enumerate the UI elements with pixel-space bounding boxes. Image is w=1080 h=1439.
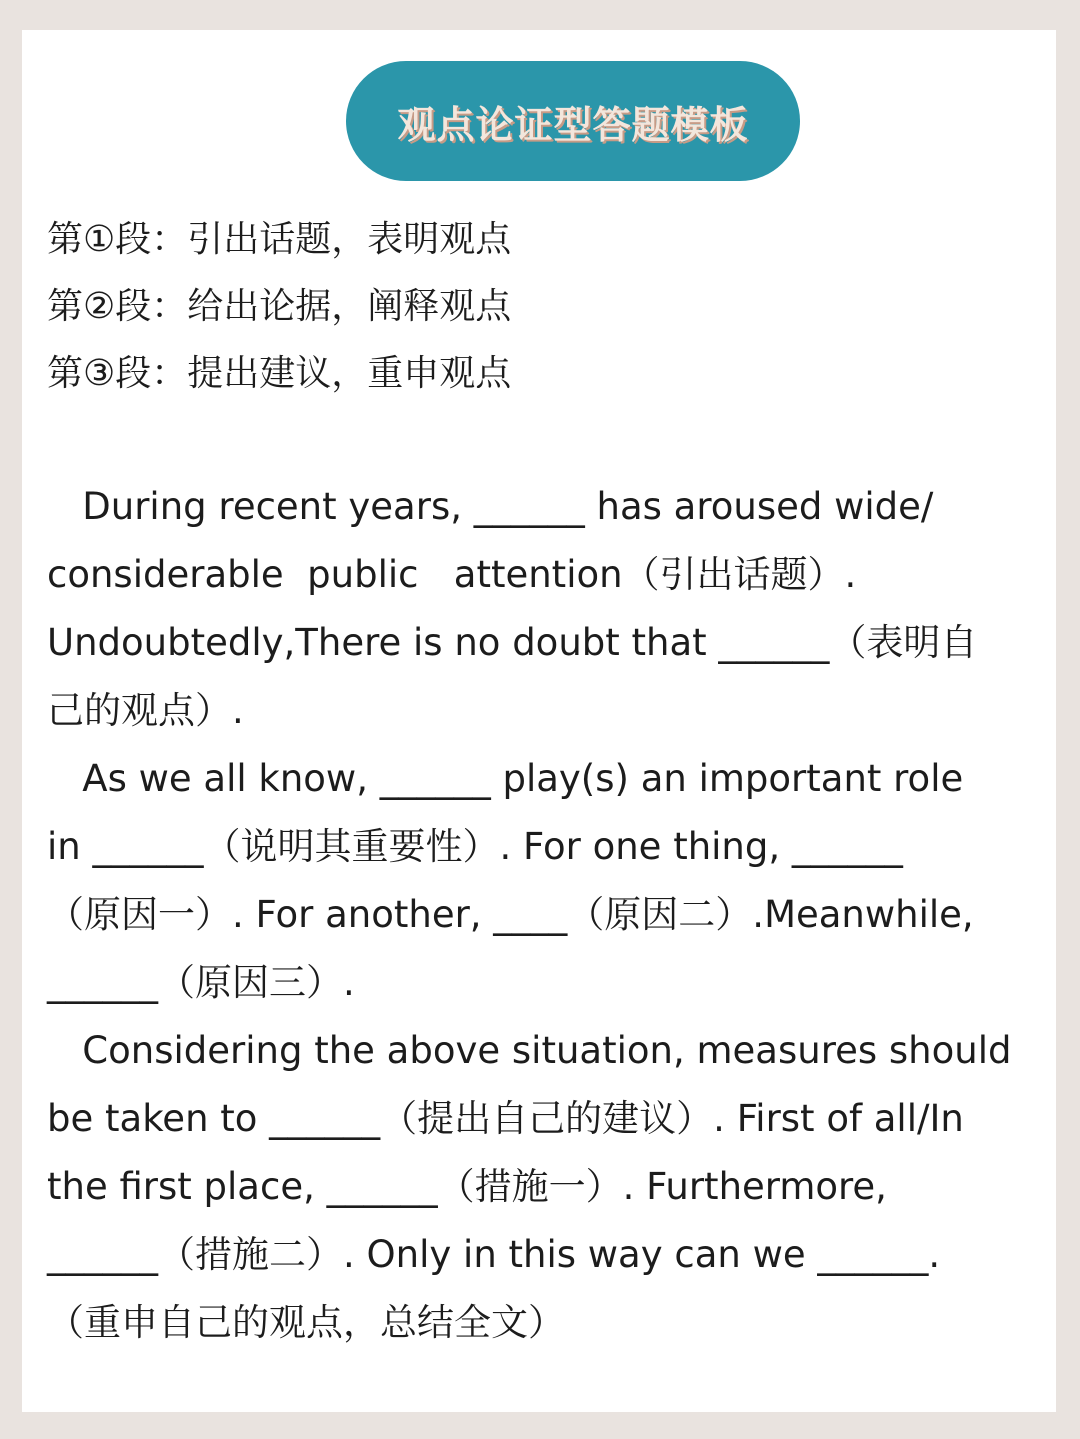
- template-line: the first place, ______（措施一）. Furthermore,: [47, 1165, 887, 1208]
- template-line: Undoubtedly,There is no doubt that ______（表明自: [47, 621, 978, 664]
- outline-item-3: 第③段：提出建议，重申观点: [47, 353, 512, 394]
- template-line: During recent years, ______ has aroused wide/: [47, 485, 934, 528]
- outline-item-2: 第②段：给出论据，阐释观点: [47, 286, 512, 327]
- page-title: 观点论证型答题模板: [397, 102, 749, 147]
- template-line: ______（措施二）. Only in this way can we ______.: [47, 1233, 941, 1276]
- template-line: be taken to ______（提出自己的建议）. First of all/In: [47, 1097, 964, 1140]
- title-badge: [346, 61, 800, 181]
- template-line: ______（原因三）.: [47, 961, 355, 1004]
- outline-item-1: 第①段：引出话题，表明观点: [47, 219, 512, 260]
- template-line: Considering the above situation, measures should: [47, 1029, 1012, 1072]
- paragraph-outline: [47, 206, 511, 407]
- template-line: As we all know, ______ play(s) an important role: [47, 757, 964, 800]
- template-line: 己的观点）.: [47, 689, 244, 732]
- template-line: （原因一）. For another, ____（原因二）.Meanwhile,: [47, 893, 974, 936]
- template-line: in ______（说明其重要性）. For one thing, ______: [47, 825, 903, 868]
- template-line: considerable public attention（引出话题）.: [47, 553, 857, 596]
- template-body: [47, 473, 1047, 1357]
- template-line: （重申自己的观点，总结全文）: [47, 1301, 565, 1344]
